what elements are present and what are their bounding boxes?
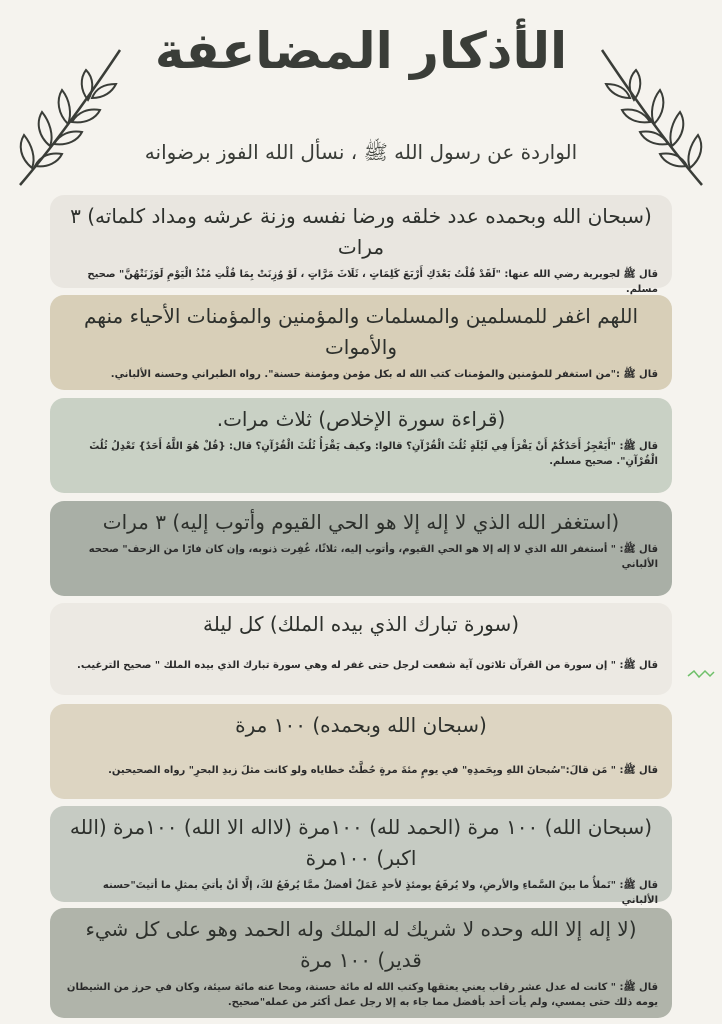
dhikr-card-3 <box>50 398 672 493</box>
page-title: الأذكار المضاعفة <box>154 22 568 80</box>
dhikr-text: (استغفر الله الذي لا إله إلا هو الحي القيوم وأتوب إليه) ٣ مرات <box>102 510 620 534</box>
hadith-note: قال ﷺ لجويرية رضي الله عنها: "لَقَدْ قُلْتُ بَعْدَكِ أَرْبَعَ كَلِمَاتٍ ، ثَلَاثَ مَرَّاتٍ ، لَوْ وُزِنَتْ بِمَا قُلْتِ مُنْذُ الْيَوْمِ لَوَزَنَتْهُنَّ" صحيح مسلم. <box>87 269 658 295</box>
hadith-note: قال ﷺ: "أَيَعْجِزُ أَحَدُكُمْ أَنْ يَقْرَأَ فِي لَيْلَةٍ ثُلُثَ الْقُرْآنِ؟ قالوا: وكيف يَقْرَأُ ثُلُثَ الْقُرْآنِ؟ قال: {قُلْ هُوَ اللَّهُ أَحَدٌ} تَعْدِلُ ثُلُثَ الْقُرْآنِ". صحيح مسلم. <box>89 441 658 467</box>
hadith-note: قال ﷺ :"من استغفر للمؤمنين والمؤمنات كتب الله له بكل مؤمن ومؤمنة حسنة". رواه الطبراني وحسنه الألباني. <box>110 369 658 380</box>
dhikr-text: اللهم اغفر للمسلمين والمسلمات والمؤمنين والمؤمنات الأحياء منهم والأموات <box>83 304 639 359</box>
decorative-squiggle-icon <box>686 668 716 680</box>
hadith-note: قال ﷺ: "تَملأُ ما بينَ السَّماءِ والأرضِ، ولا يُرفَعُ يومئذٍ لأحدٍ عَمَلٌ أفضلُ ممَّا يُرفَعُ لكَ، إلَّا أنْ يأتيَ بمثلِ ما أتيتَ"حسنه الألباني <box>102 880 658 906</box>
dhikr-card-4 <box>50 501 672 596</box>
dhikr-card-6 <box>50 704 672 799</box>
hadith-note: قال ﷺ: " أستغفر الله الذي لا إله إلا هو الحي القيوم، وأتوب إليه، ثلاثًا، غُفِرت ذنوبه، وإن كان فارًا من الزحف" صححه الألباني <box>88 544 658 570</box>
dhikr-text: (سبحان الله) ١٠٠ مرة (الحمد لله) ١٠٠مرة (لااله الا الله) ١٠٠مرة (الله اكبر) ١٠٠مرة <box>69 815 653 870</box>
dhikr-text: (سبحان الله وبحمده عدد خلقه ورضا نفسه وزنة عرشه ومداد كلماته) ٣ مرات <box>70 204 652 259</box>
hadith-note: قال ﷺ: " مَن قالَ:"سُبحانَ اللهِ وبِحَمدِهِ" في يومٍ مئةَ مرةٍ حُطَّتْ خطاياه ولو كانت مثلَ زبدِ البحرِ" رواه الصحيحين. <box>108 765 658 776</box>
hadith-note: قال ﷺ: " كانت له عدل عشر رقاب يعني يعتقها وكتب الله له مائة حسنة، ومحا عنه مائة سيئة، وكان في حرز من الشيطان يومه ذلك حتى يمسي، ولم يأت أحد بأفضل مما جاء به إلا رجل عمل أكثر من عمله"صحيح. <box>66 982 658 1008</box>
dhikr-card-5 <box>50 603 672 695</box>
dhikr-text: (سورة تبارك الذي بيده الملك) كل ليلة <box>202 612 520 636</box>
dhikr-card-2 <box>50 295 672 390</box>
page-subtitle: الواردة عن رسول الله ﷺ ، نسأل الله الفوز برضوانه <box>144 140 578 164</box>
dhikr-card-8 <box>50 908 672 1018</box>
dhikr-card-7 <box>50 806 672 906</box>
hadith-note: قال ﷺ: " إن سورة من القرآن ثلاثون آية شفعت لرجل حتى غفر له وهي سورة تبارك الذي بيده الملك " صحيح الترغيب. <box>77 660 658 671</box>
dhikr-text: (سبحان الله وبحمده) ١٠٠ مرة <box>235 713 487 737</box>
dhikr-text: (لا إله إلا الله وحده لا شريك له الملك وله الحمد وهو على كل شيء قدير) ١٠٠ مرة <box>85 917 637 972</box>
dhikr-text: (قراءة سورة الإخلاص) ثلاث مرات. <box>216 407 506 431</box>
dhikr-card-1 <box>50 195 672 295</box>
